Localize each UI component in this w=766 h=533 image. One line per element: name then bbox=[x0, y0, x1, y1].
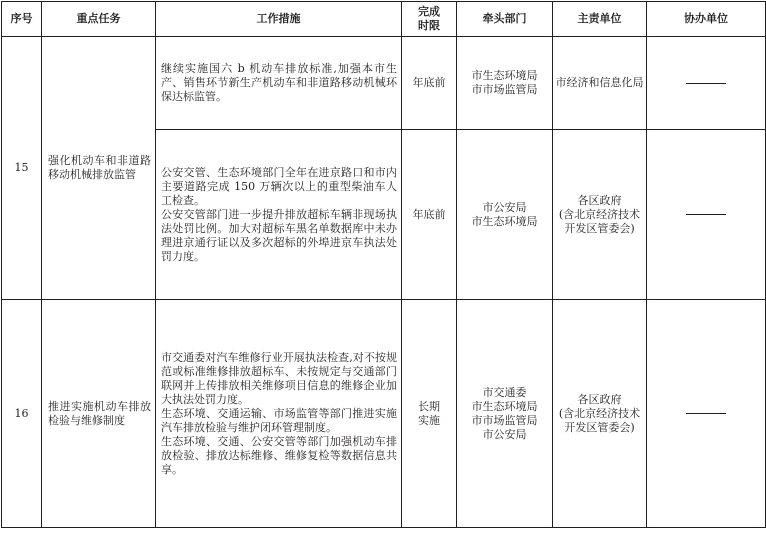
responsible-unit-line: (含北京经济技术 bbox=[558, 406, 641, 420]
empty-dash bbox=[686, 413, 726, 414]
measure-paragraph: 市交通委对汽车维修行业开展执法检查,对不按规范或标准维修排放超标车、未按规定与交通部门联网并上传排放相关维修项目信息的维修企业加大执法处罚力度。 bbox=[161, 350, 397, 406]
header-no: 序号 bbox=[2, 2, 42, 37]
responsible-unit-line: 开发区管委会) bbox=[564, 221, 635, 235]
assisting-unit bbox=[647, 130, 766, 300]
header-assisting-unit: 协办单位 bbox=[647, 2, 766, 37]
deadline: 年底前 bbox=[402, 130, 457, 300]
action-plan-table bbox=[1, 1, 766, 528]
measure-paragraph: 继续实施国六 b 机动车排放标准,加强本市生产、销售环节新生产机动车和非道路移动机械环保达标监管。 bbox=[161, 62, 397, 103]
lead-department-line: 市生态环境局 bbox=[471, 399, 538, 413]
work-measures bbox=[156, 37, 402, 130]
assisting-unit bbox=[647, 300, 766, 528]
table-row bbox=[2, 300, 766, 528]
header-deadline-line: 完成 bbox=[418, 5, 440, 18]
measure-paragraph: 公安交管部门进一步提升排放超标车辆非现场执法处罚比例。加大对超标车黑名单数据库中未办理进京通行证以及多次超标的外埠进京车执法处罚力度。 bbox=[161, 207, 397, 263]
responsible-unit bbox=[553, 130, 647, 300]
table-row bbox=[2, 37, 766, 130]
deadline bbox=[402, 300, 457, 528]
responsible-unit bbox=[553, 37, 647, 130]
lead-department-line: 市市场监管局 bbox=[471, 413, 538, 427]
assisting-unit bbox=[647, 37, 766, 130]
header-task: 重点任务 bbox=[42, 2, 156, 37]
measure-paragraph: 生态环境、交通运输、市场监管等部门推进实施汽车排放检验与维护闭环管理制度。 bbox=[161, 406, 397, 434]
table-header-row bbox=[2, 2, 766, 37]
measure-paragraph: 生态环境、交通、公安交管等部门加强机动车排放检验、排放达标维修、维修复检等数据信息共享。 bbox=[161, 434, 397, 476]
header-lead-department: 牵头部门 bbox=[457, 2, 553, 37]
lead-department bbox=[457, 300, 553, 528]
lead-department-line: 市公安局 bbox=[482, 200, 527, 214]
lead-department-line: 市生态环境局 bbox=[471, 214, 538, 228]
deadline-line: 实施 bbox=[418, 413, 440, 427]
lead-department bbox=[457, 37, 553, 130]
lead-department bbox=[457, 130, 553, 300]
responsible-unit-line: 各区政府 bbox=[577, 193, 622, 207]
header-deadline-line: 时限 bbox=[418, 19, 440, 32]
key-task: 强化机动车和非道路移动机械排放监管 bbox=[42, 37, 156, 300]
header-measures: 工作措施 bbox=[156, 2, 402, 37]
responsible-unit-line: 市经济和信息化局 bbox=[555, 76, 644, 89]
responsible-unit bbox=[553, 300, 647, 528]
lead-department-line: 市交通委 bbox=[482, 385, 527, 399]
deadline-line: 长期 bbox=[418, 399, 440, 413]
deadline: 年底前 bbox=[402, 37, 457, 130]
header-deadline bbox=[402, 2, 457, 37]
row-number: 16 bbox=[2, 300, 42, 528]
header-responsible-unit: 主责单位 bbox=[553, 2, 647, 37]
lead-department-line: 市市场监管局 bbox=[471, 83, 538, 96]
empty-dash bbox=[686, 214, 726, 215]
work-measures bbox=[156, 300, 402, 528]
lead-department-line: 市生态环境局 bbox=[471, 69, 538, 82]
responsible-unit-line: 开发区管委会) bbox=[564, 420, 635, 434]
responsible-unit-line: 各区政府 bbox=[577, 392, 622, 406]
measure-paragraph: 公安交管、生态环境部门全年在进京路口和市内主要道路完成 150 万辆次以上的重型柴油车人工检查。 bbox=[161, 165, 397, 207]
lead-department-line: 市公安局 bbox=[482, 427, 527, 441]
work-measures bbox=[156, 130, 402, 300]
empty-dash bbox=[686, 83, 726, 84]
row-number: 15 bbox=[2, 37, 42, 300]
responsible-unit-line: (含北京经济技术 bbox=[558, 207, 641, 221]
key-task: 推进实施机动车排放检验与维修制度 bbox=[42, 300, 156, 528]
